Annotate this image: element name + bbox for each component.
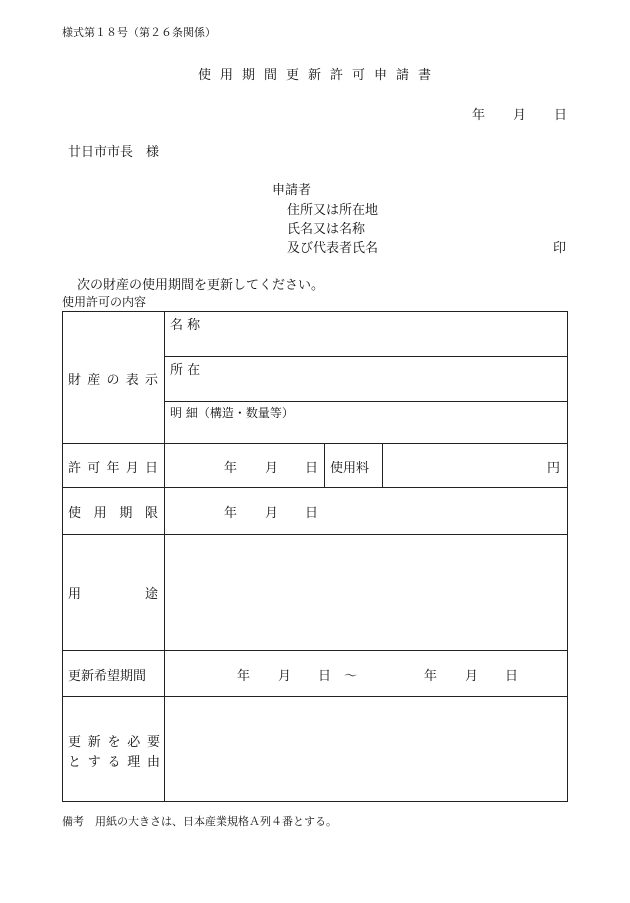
request-text: 次の財産の使用期間を更新してください。 bbox=[77, 278, 325, 293]
name-label: 氏名又は名称 bbox=[287, 222, 366, 237]
purpose-label-second: 途 bbox=[145, 587, 159, 602]
renewal-to-day: 日 bbox=[505, 669, 519, 684]
use-period-label: 使 用 期 限 bbox=[68, 506, 158, 521]
property-display-label: 財 産 の 表 示 bbox=[68, 373, 158, 388]
representative-label: 及び代表者氏名 bbox=[287, 241, 379, 256]
permit-date-label: 許 可 年 月 日 bbox=[68, 461, 158, 476]
permit-date-month: 月 bbox=[265, 461, 279, 476]
purpose-label-first: 用 bbox=[68, 587, 82, 602]
applicant-label: 申請者 bbox=[272, 183, 312, 198]
date-month: 月 bbox=[513, 108, 527, 123]
use-period-month: 月 bbox=[265, 506, 279, 521]
permit-content-table bbox=[62, 311, 568, 802]
use-period-year: 年 bbox=[224, 506, 238, 521]
property-location-label: 所 在 bbox=[170, 363, 201, 378]
permit-date-day: 日 bbox=[305, 461, 319, 476]
addressee: 廿日市市長 様 bbox=[68, 145, 160, 160]
renewal-from-month: 月 bbox=[278, 669, 292, 684]
footnote: 備考 用紙の大きさは、日本産業規格Ａ列４番とする。 bbox=[62, 815, 337, 828]
use-period-day: 日 bbox=[305, 506, 319, 521]
permit-date-year: 年 bbox=[224, 461, 238, 476]
renewal-period-label: 更新希望期間 bbox=[68, 669, 147, 684]
renewal-reason-label-line2: と す る 理 由 bbox=[68, 755, 160, 770]
form-number: 様式第１８号（第２６条関係） bbox=[62, 26, 216, 39]
section-title: 使用許可の内容 bbox=[62, 295, 147, 309]
address-label: 住所又は所在地 bbox=[287, 203, 379, 218]
renewal-from-year: 年 bbox=[237, 669, 251, 684]
renewal-to-month: 月 bbox=[465, 669, 479, 684]
document-title: 使用期間更新許可申請書 bbox=[198, 68, 441, 83]
renewal-to-year: 年 bbox=[424, 669, 438, 684]
property-details-label: 明 細（構造・数量等） bbox=[170, 406, 294, 420]
renewal-tilde: ～ bbox=[344, 669, 358, 684]
renewal-from-day: 日 bbox=[318, 669, 332, 684]
seal-mark: 印 bbox=[553, 241, 567, 256]
application-date bbox=[472, 104, 567, 123]
property-name-label: 名 称 bbox=[170, 318, 201, 333]
fee-yen: 円 bbox=[547, 461, 561, 476]
date-day: 日 bbox=[554, 108, 568, 123]
date-year: 年 bbox=[472, 108, 486, 123]
renewal-reason-label-line1: 更 新 を 必 要 bbox=[68, 735, 160, 750]
fee-label: 使用料 bbox=[330, 461, 370, 476]
